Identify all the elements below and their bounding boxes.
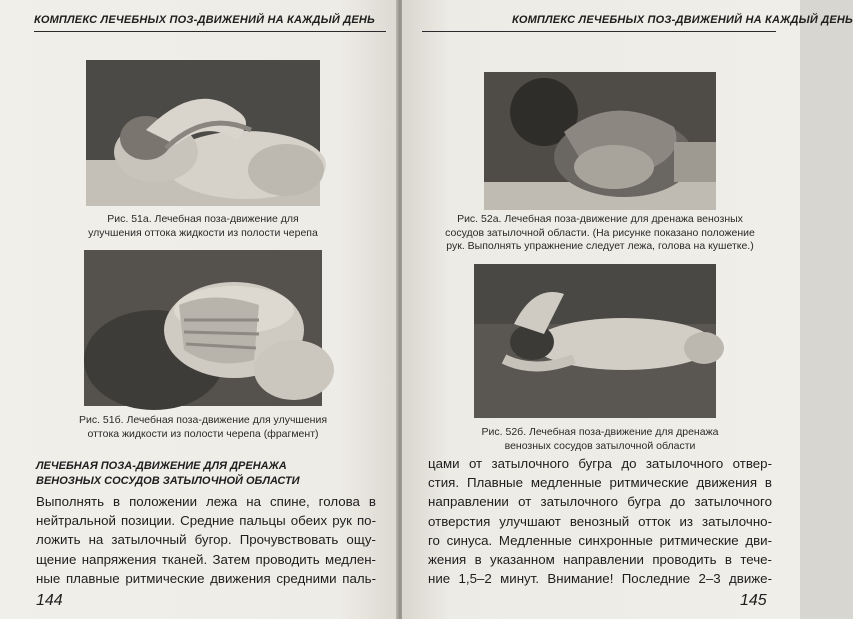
caption-line: Рис. 52а. Лечебная поза-движение для дренажа венозных (457, 213, 743, 225)
photo-fig-52b (474, 264, 716, 418)
text-line: нейтральной позиции. Средние пальцы обеих рук по- (36, 513, 376, 529)
caption-line: рук. Выполнять упражнение следует лежа, голова на кушетке.) (446, 240, 754, 252)
photo-fig-51b (84, 250, 322, 406)
photo-fig-51a (86, 60, 320, 206)
subheading-line: ВЕНОЗНЫХ СОСУДОВ ЗАТЫЛОЧНОЙ ОБЛАСТИ (36, 475, 300, 487)
caption-fig-51a (40, 213, 366, 240)
caption-line: Рис. 52б. Лечебная поза-движение для дренажа (481, 426, 719, 438)
text-line: цами от затылочного бугра до затылочного отвер- (428, 456, 772, 471)
caption-fig-51b (40, 414, 366, 441)
right-page-number: 145 (740, 592, 767, 609)
left-body-text (36, 492, 376, 588)
caption-fig-52b (424, 426, 776, 453)
photo-fig-52a (484, 72, 716, 210)
text-line: ные плавные ритмические движения средними паль- (36, 570, 376, 586)
caption-fig-52a (424, 213, 776, 254)
caption-line: улучшения оттока жидкости из полости черепа (88, 226, 318, 239)
caption-line: оттока жидкости из полости черепа (фрагмент) (87, 427, 319, 440)
left-running-header: КОМПЛЕКС ЛЕЧЕБНЫХ ПОЗ-ДВИЖЕНИЙ НА КАЖДЫЙ ДЕНЬ (34, 14, 376, 26)
text-line: ние 1,5–2 минут. Внимание! Последние 2–3 движе- (428, 571, 772, 587)
right-running-header: КОМПЛЕКС ЛЕЧЕБНЫХ ПОЗ-ДВИЖЕНИЙ НА КАЖДЫЙ ДЕНЬ (512, 14, 853, 26)
text-line: ложить на затылочный бугор. Прочувствовать ощу- (36, 532, 376, 548)
text-line: го синуса. Медленные синхронные ритмические дви- (428, 532, 772, 548)
subheading-line: ЛЕЧЕБНАЯ ПОЗА-ДВИЖЕНИЕ ДЛЯ ДРЕНАЖА (36, 460, 287, 472)
text-line: Выполнять в положении лежа на спине, голова в (36, 494, 376, 509)
caption-line: венозных сосудов затылочной области (504, 439, 696, 452)
right-header-rule (422, 31, 776, 32)
left-page (0, 0, 398, 619)
caption-line: Рис. 51б. Лечебная поза-движение для улучшения (78, 414, 328, 426)
right-page (402, 0, 853, 619)
text-line: направлении от затылочного бугра до затылочного (428, 494, 772, 510)
text-line: стия. Плавные медленные ритмические движения в (428, 475, 772, 491)
section-subheading (36, 459, 386, 489)
caption-line: сосудов затылочной области. (На рисунке показано положение (445, 226, 755, 239)
text-line: жения в указанном направлении проводить в тече- (428, 552, 772, 568)
left-page-number: 144 (36, 592, 63, 609)
text-line: щение напряжения тканей. Затем проводить медлен- (36, 551, 376, 567)
right-body-text (428, 454, 772, 588)
caption-line: Рис. 51а. Лечебная поза-движение для (107, 213, 299, 225)
text-line: отверстия улучшают венозный отток из затылочно- (428, 513, 772, 529)
left-header-rule (34, 31, 386, 32)
